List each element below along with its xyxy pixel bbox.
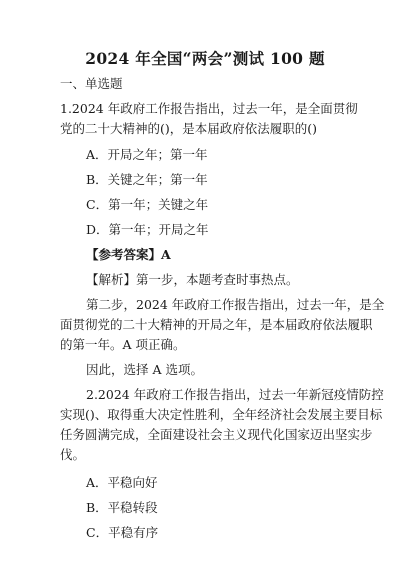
question-1-option-c: C．第一年；关键之年 bbox=[86, 197, 209, 212]
question-2-option-b: B．平稳转段 bbox=[86, 500, 158, 515]
analysis-conclusion: 因此，选择 A 选项。 bbox=[86, 362, 203, 377]
answer-label: 【参考答案】A bbox=[86, 247, 171, 262]
question-1-line-1: 1.2024 年政府工作报告指出，过去一年，是全面贯彻 bbox=[60, 101, 358, 116]
question-1-line-2: 党的二十大精神的()，是本届政府依法履职的() bbox=[60, 121, 318, 136]
question-2-option-c: C．平稳有序 bbox=[86, 525, 159, 540]
question-2-option-a: A．平稳向好 bbox=[86, 475, 158, 490]
analysis-step-2-line-1: 第二步，2024 年政府工作报告指出，过去一年，是全 bbox=[86, 297, 385, 312]
analysis-step-2-line-2: 面贯彻党的二十大精神的开局之年，是本届政府依法履职 bbox=[60, 317, 373, 332]
question-2-line-4: 伐。 bbox=[60, 447, 86, 462]
question-2-line-2: 实现()、取得重大决定性胜利，全年经济社会发展主要目标 bbox=[60, 407, 383, 422]
section-heading: 一、单选题 bbox=[60, 76, 123, 91]
question-1-option-d: D．第一年；开局之年 bbox=[86, 222, 209, 237]
document-title: 2024 年全国“两会”测试 100 题 bbox=[85, 49, 325, 68]
question-1-option-b: B．关键之年；第一年 bbox=[86, 172, 208, 187]
question-2-line-3: 任务圆满完成，全面建设社会主义现代化国家迈出坚实步 bbox=[60, 427, 373, 442]
analysis-step-2-line-3: 的第一年。A 项正确。 bbox=[60, 337, 186, 352]
analysis-step-1: 【解析】第一步，本题考查时事热点。 bbox=[86, 272, 299, 287]
question-1-option-a: A．开局之年；第一年 bbox=[86, 147, 208, 162]
question-2-line-1: 2.2024 年政府工作报告指出，过去一年新冠疫情防控 bbox=[86, 387, 384, 402]
